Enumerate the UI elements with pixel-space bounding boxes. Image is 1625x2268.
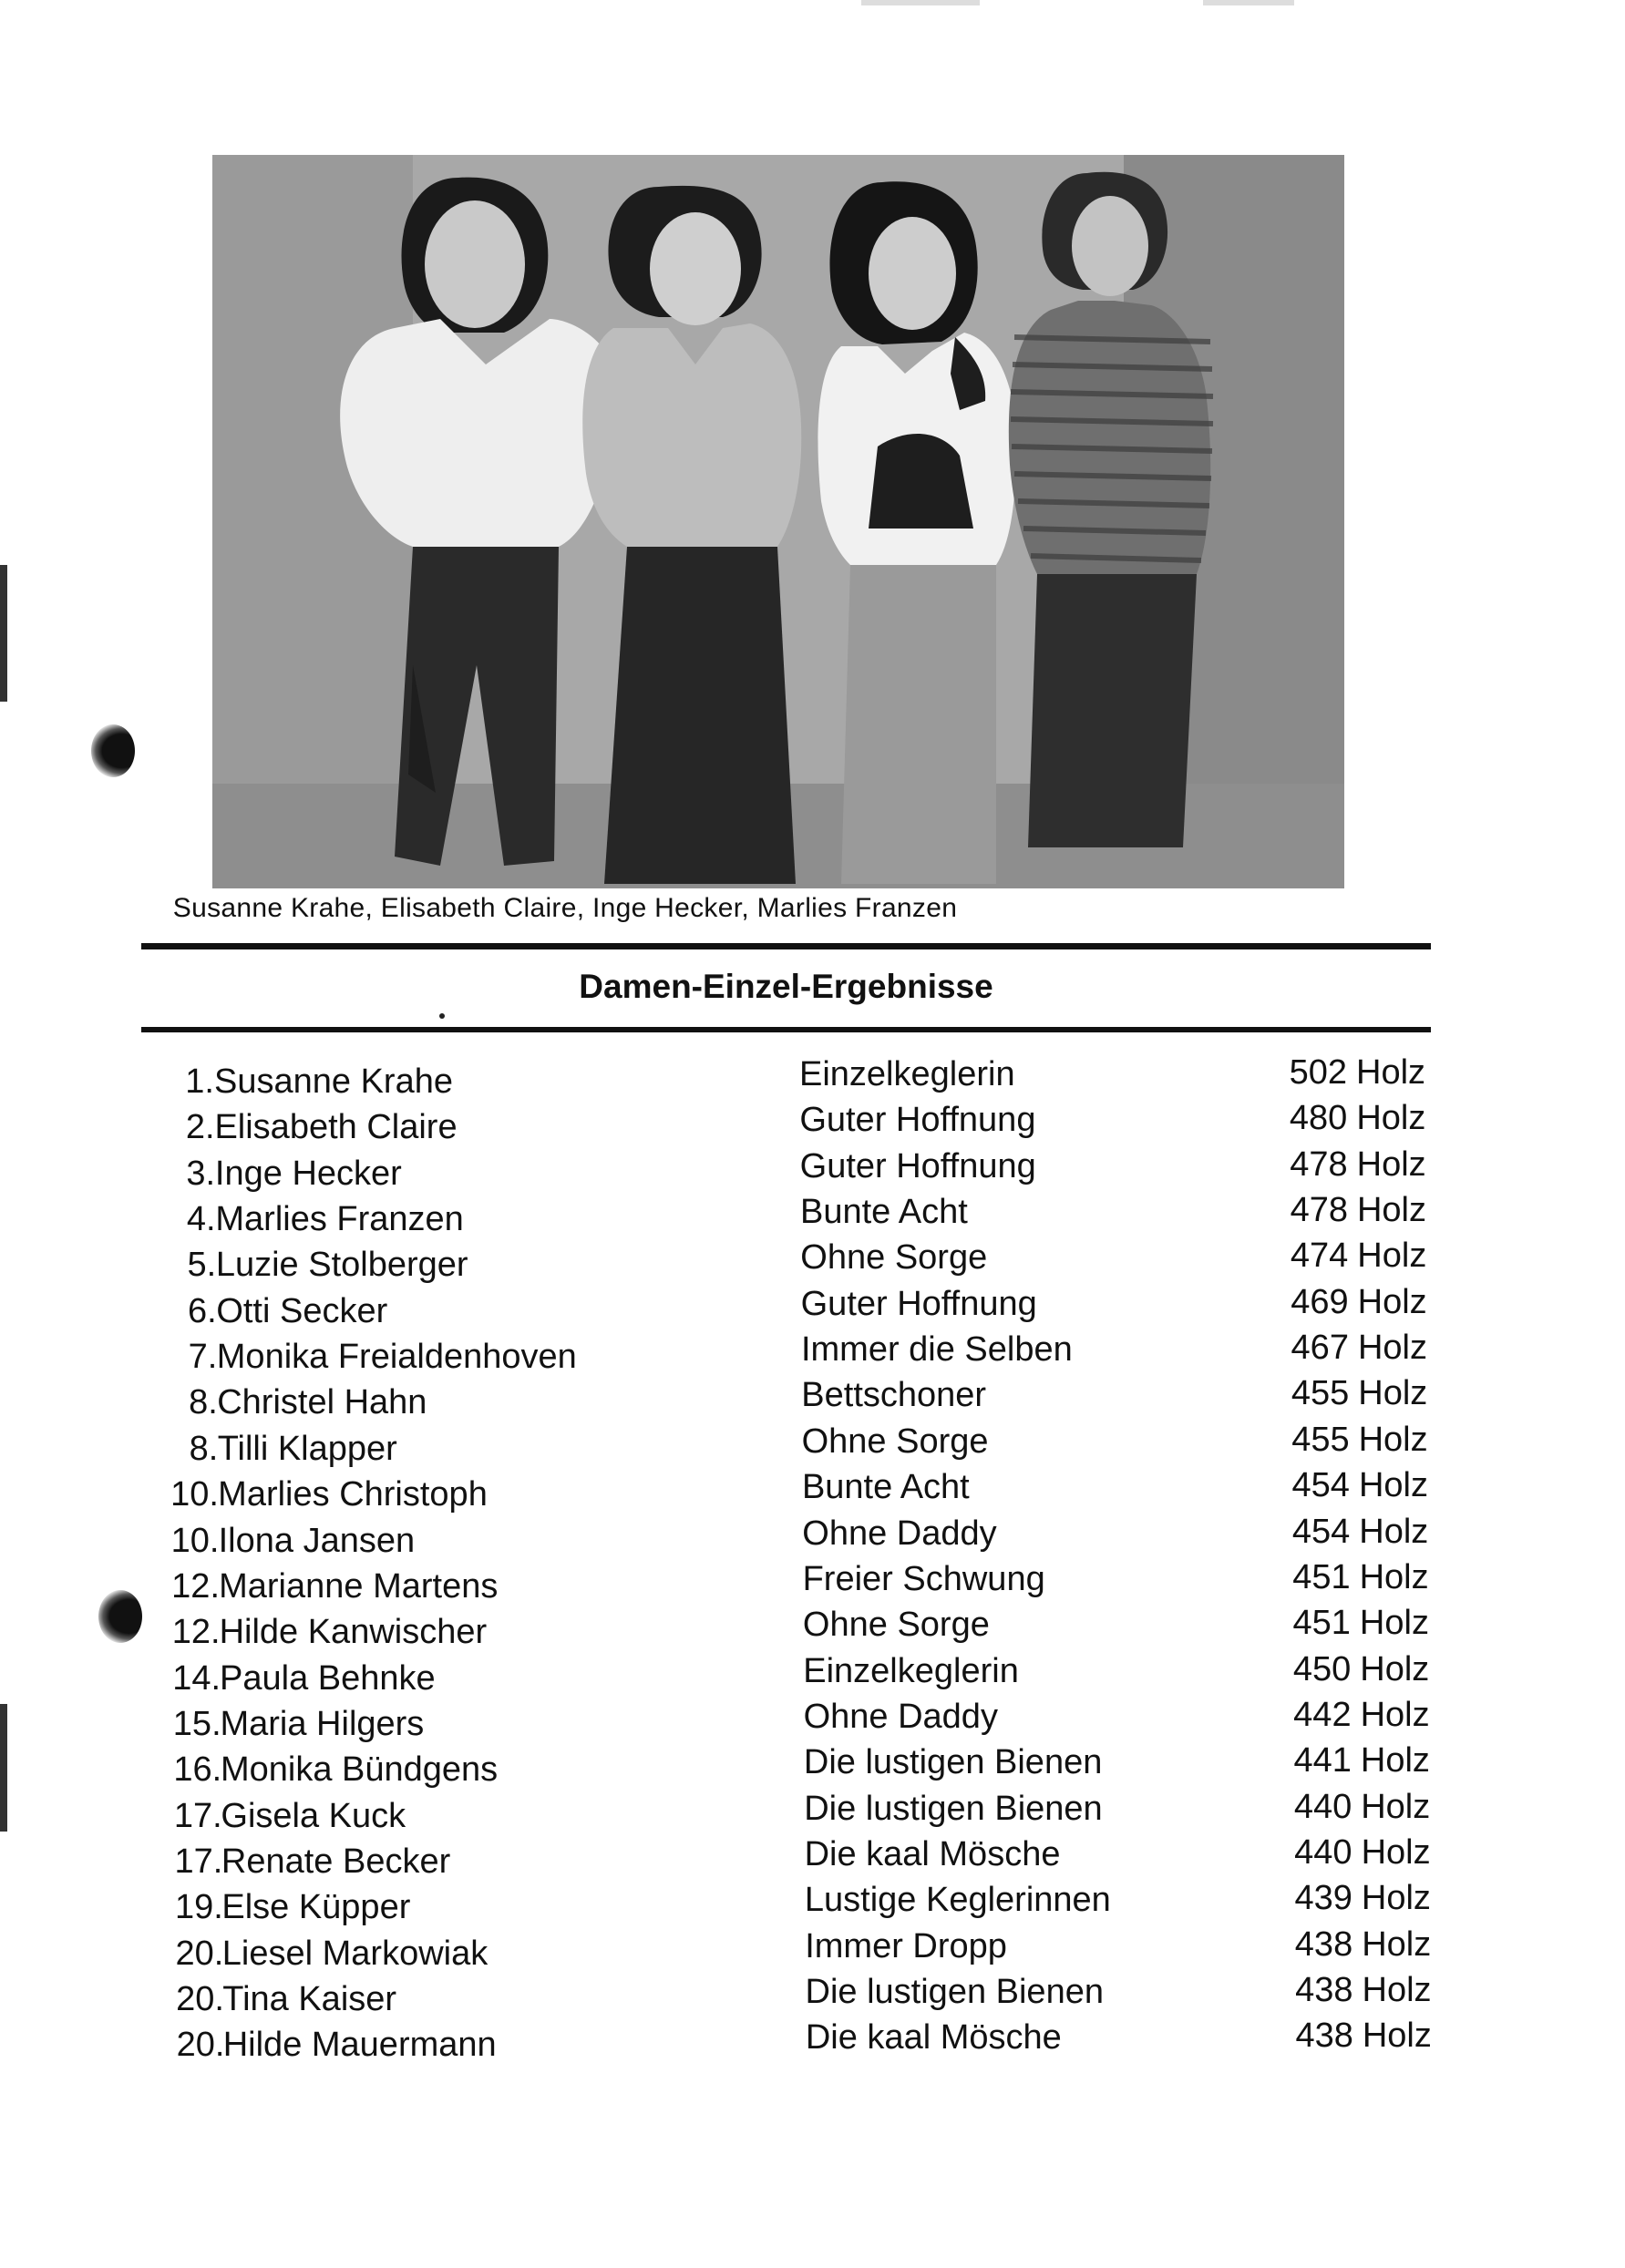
result-rank: 20. xyxy=(175,1934,224,1973)
scan-mark xyxy=(861,0,980,5)
result-name: Else Küpper xyxy=(221,1888,411,1927)
result-club: Ohne Daddy xyxy=(803,1697,998,1736)
result-unit: Holz xyxy=(1356,1099,1426,1138)
result-rank: 14. xyxy=(172,1658,221,1698)
result-rank: 19. xyxy=(174,1888,223,1927)
result-score: 451 xyxy=(1292,1557,1351,1596)
result-name: Monika Freialdenhoven xyxy=(216,1338,577,1377)
result-unit: Holz xyxy=(1359,1557,1429,1596)
result-club: Lustige Keglerinnen xyxy=(804,1881,1111,1920)
result-rank: 16. xyxy=(173,1750,222,1790)
result-rank: 12. xyxy=(171,1613,221,1652)
result-unit: Holz xyxy=(1360,1741,1430,1781)
result-name: Tilli Klapper xyxy=(217,1429,397,1468)
result-score: 480 xyxy=(1289,1099,1348,1138)
result-rank: 1. xyxy=(185,1062,214,1101)
result-unit: Holz xyxy=(1361,1879,1431,1918)
result-name: Inge Hecker xyxy=(214,1154,402,1193)
result-rank: 10. xyxy=(170,1521,220,1560)
result-unit: Holz xyxy=(1362,1971,1432,2009)
result-unit: Holz xyxy=(1362,2017,1432,2056)
result-club: Guter Hoffnung xyxy=(799,1101,1036,1140)
result-club: Ohne Sorge xyxy=(802,1606,990,1645)
result-score: 455 xyxy=(1291,1374,1350,1413)
result-score: 438 xyxy=(1295,1971,1353,2009)
result-score: 442 xyxy=(1293,1695,1352,1734)
result-name: Ilona Jansen xyxy=(218,1521,416,1560)
result-unit: Holz xyxy=(1356,1053,1426,1092)
result-name: Monika Bündgens xyxy=(220,1750,499,1790)
result-club: Ohne Sorge xyxy=(800,1238,988,1278)
result-name: Susanne Krahe xyxy=(214,1062,453,1101)
result-name: Liesel Markowiak xyxy=(221,1934,489,1973)
result-name: Otti Secker xyxy=(216,1291,388,1330)
result-club: Die kaal Mösche xyxy=(805,2018,1062,2058)
result-unit: Holz xyxy=(1356,1144,1426,1184)
result-unit: Holz xyxy=(1360,1695,1430,1734)
scan-mark xyxy=(1203,0,1294,5)
result-name: Hilde Mauermann xyxy=(222,2026,497,2065)
result-score: 441 xyxy=(1293,1741,1352,1781)
result-club: Bettschoner xyxy=(801,1376,987,1415)
result-rank: 8. xyxy=(189,1429,219,1468)
result-score: 451 xyxy=(1292,1604,1351,1643)
result-unit: Holz xyxy=(1361,1832,1431,1872)
result-unit: Holz xyxy=(1357,1329,1427,1368)
result-name: Luzie Stolberger xyxy=(215,1246,468,1285)
result-score: 438 xyxy=(1295,2017,1353,2056)
result-name: Hilde Kanwischer xyxy=(219,1613,488,1652)
result-club: Guter Hoffnung xyxy=(799,1146,1036,1185)
result-unit: Holz xyxy=(1359,1604,1429,1643)
result-rank: 20. xyxy=(176,1980,224,2018)
result-score: 474 xyxy=(1290,1237,1349,1276)
result-unit: Holz xyxy=(1357,1237,1427,1276)
group-photo-drawing xyxy=(212,155,1344,888)
result-score: 502 xyxy=(1289,1053,1347,1092)
result-club: Die lustigen Bienen xyxy=(803,1743,1103,1782)
result-rank: 3. xyxy=(186,1154,216,1193)
result-club: Bunte Acht xyxy=(801,1468,970,1507)
result-club: Die lustigen Bienen xyxy=(804,1789,1103,1828)
bottom-rule xyxy=(141,1027,1431,1032)
result-club: Ohne Sorge xyxy=(801,1421,989,1461)
result-rank: 17. xyxy=(173,1796,222,1835)
result-rank: 2. xyxy=(185,1108,215,1147)
result-score: 478 xyxy=(1290,1144,1348,1184)
result-unit: Holz xyxy=(1362,1924,1432,1964)
result-club: Freier Schwung xyxy=(802,1559,1045,1598)
result-score: 454 xyxy=(1291,1512,1351,1551)
result-score: 440 xyxy=(1293,1787,1352,1826)
result-score: 469 xyxy=(1291,1282,1349,1321)
result-name: Marianne Martens xyxy=(219,1566,499,1606)
result-club: Bunte Acht xyxy=(799,1193,968,1232)
result-rank: 8. xyxy=(189,1383,218,1422)
result-club: Die kaal Mösche xyxy=(804,1834,1061,1873)
result-name: Marlies Christoph xyxy=(218,1475,488,1514)
result-club: Einzelkeglerin xyxy=(799,1055,1015,1093)
scan-edge xyxy=(0,565,7,702)
result-score: 440 xyxy=(1294,1832,1352,1872)
stray-dot xyxy=(439,1013,445,1019)
result-club: Einzelkeglerin xyxy=(803,1651,1019,1690)
result-row xyxy=(0,2017,1625,2071)
result-name: Tina Kaiser xyxy=(222,1980,397,2018)
result-name: Renate Becker xyxy=(221,1842,451,1881)
result-name: Paula Behnke xyxy=(220,1658,436,1698)
result-rank: 10. xyxy=(170,1475,219,1514)
top-rule xyxy=(141,943,1431,949)
group-photo xyxy=(212,155,1344,888)
result-name: Christel Hahn xyxy=(217,1383,427,1422)
result-club: Immer die Selben xyxy=(800,1330,1073,1370)
result-unit: Holz xyxy=(1360,1649,1430,1688)
result-score: 455 xyxy=(1291,1420,1350,1459)
result-unit: Holz xyxy=(1358,1466,1428,1505)
result-rank: 12. xyxy=(171,1566,220,1606)
result-score: 439 xyxy=(1294,1879,1352,1918)
result-unit: Holz xyxy=(1361,1787,1431,1826)
result-club: Immer Dropp xyxy=(805,1926,1007,1965)
result-unit: Holz xyxy=(1356,1191,1426,1230)
result-score: 450 xyxy=(1292,1649,1352,1688)
result-rank: 5. xyxy=(187,1246,217,1285)
result-rank: 4. xyxy=(186,1200,216,1239)
result-unit: Holz xyxy=(1358,1420,1428,1459)
result-rank: 6. xyxy=(188,1291,217,1330)
result-rank: 15. xyxy=(172,1704,221,1743)
result-rank: 7. xyxy=(188,1338,218,1377)
result-club: Guter Hoffnung xyxy=(800,1284,1037,1323)
result-name: Maria Hilgers xyxy=(220,1704,425,1743)
result-name: Marlies Franzen xyxy=(215,1200,464,1239)
result-club: Die lustigen Bienen xyxy=(805,1973,1104,2011)
result-name: Gisela Kuck xyxy=(221,1796,406,1835)
result-unit: Holz xyxy=(1359,1512,1429,1551)
result-unit: Holz xyxy=(1357,1282,1427,1321)
section-title: Damen-Einzel-Ergebnisse xyxy=(579,968,993,1005)
result-rank: 20. xyxy=(176,2026,225,2065)
result-score: 467 xyxy=(1291,1329,1349,1368)
result-score: 438 xyxy=(1294,1924,1353,1964)
result-rank: 17. xyxy=(174,1842,223,1881)
result-club: Ohne Daddy xyxy=(802,1514,997,1553)
punch-hole xyxy=(91,724,135,777)
result-unit: Holz xyxy=(1358,1374,1428,1413)
result-score: 478 xyxy=(1290,1191,1348,1230)
result-name: Elisabeth Claire xyxy=(214,1108,458,1147)
result-score: 454 xyxy=(1291,1466,1350,1505)
photo-caption: Susanne Krahe, Elisabeth Claire, Inge Hecker, Marlies Franzen xyxy=(172,893,958,923)
